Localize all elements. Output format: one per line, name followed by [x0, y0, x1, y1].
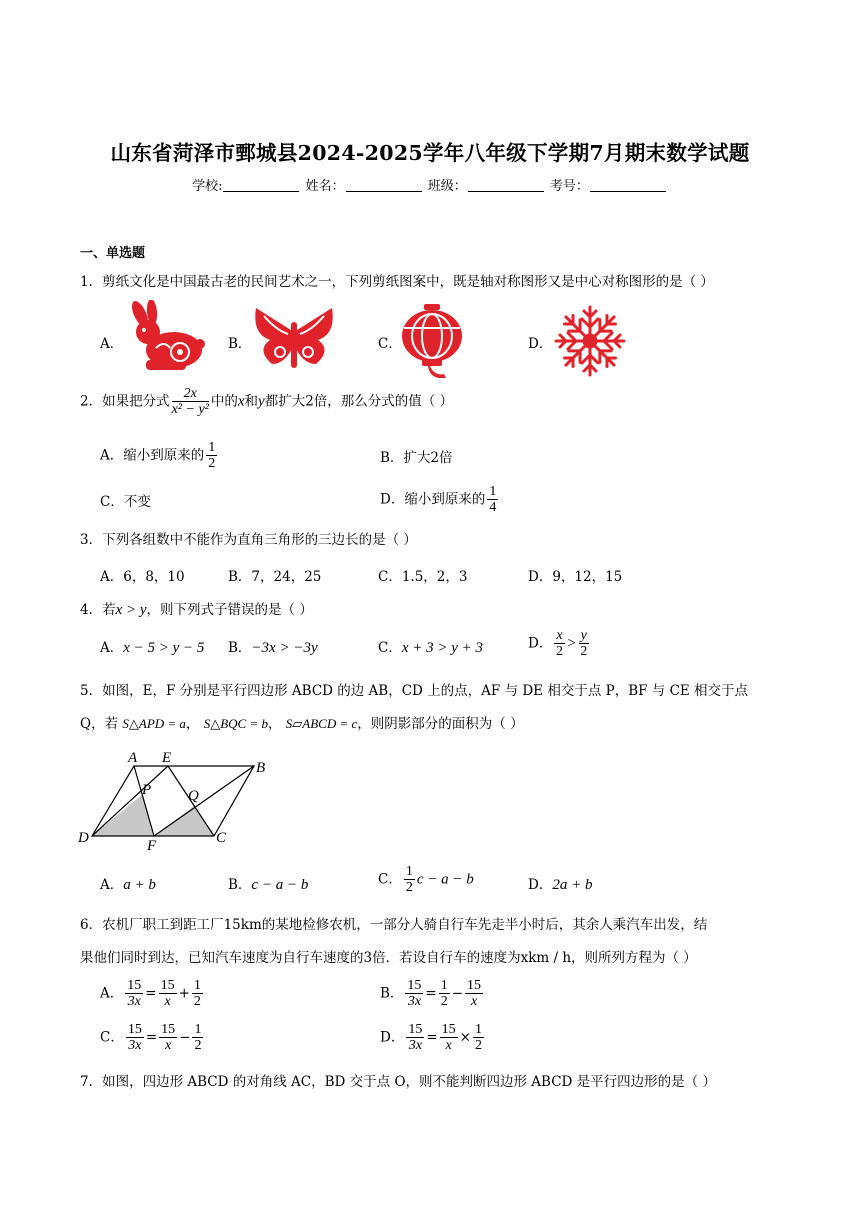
school-blank[interactable] — [223, 179, 299, 192]
q4-option-b: B．−3x > −3y — [228, 640, 318, 656]
q3-option-b: B．7，24，25 — [228, 569, 322, 585]
q5-line2: Q，若 S△APD = a， S△BQC = b， S▱ABCD = c，则阴影部分的面积为（ ） — [80, 716, 524, 732]
q2-option-b: B．扩大2倍 — [380, 450, 453, 466]
q2-option-c: C．不变 — [100, 494, 151, 510]
q6-line1: 6．农机厂职工到距工厂15km的某地检修农机，一部分人骑自行车先走半小时后，其余人乘汽车出发，结 — [80, 917, 708, 933]
q6-option-c: C． $\frac{15}{3x}$ = $\frac{15}{x}$ − $\frac{1}{2}$ — [100, 1022, 202, 1053]
label-c: C — [216, 830, 227, 846]
q5-parallelogram-figure — [76, 748, 266, 852]
q2-option-d: D．缩小到原来的 $\frac{1}{4}$ — [380, 484, 497, 515]
butterfly-icon — [252, 304, 336, 372]
label-d: D — [78, 830, 89, 846]
school-label: 学校: — [192, 179, 223, 194]
lantern-icon — [400, 302, 464, 378]
q7-stem: 7．如图，四边形 ABCD 的对角线 AC，BD 交于点 O，则不能判断四边形 ABCD 是平行四边形的是（ ） — [80, 1074, 716, 1090]
q1-option-a-label: A． — [100, 336, 124, 352]
exam-title: 山东省菏泽市鄄城县2024-2025学年八年级下学期7月期末数学试题 — [110, 141, 750, 165]
q2-frac-den: x² − y² — [171, 402, 209, 417]
q2-stem: 2．如果把分式 $\frac{2x}{\text{x² − y²}}$ 中的x和y都扩大2倍，那么分式的值（ ） — [80, 386, 454, 417]
name-label: 姓名： — [305, 179, 345, 194]
label-q: Q — [188, 788, 199, 804]
number-blank[interactable] — [590, 179, 666, 192]
q5-option-a: A．a + b — [100, 877, 156, 893]
label-e: E — [162, 750, 172, 766]
q5-option-c: C． $\frac{1}{2}$ c − a − b — [378, 864, 474, 895]
q2-option-a: A．缩小到原来的 $\frac{1}{2}$ — [100, 440, 216, 471]
q1-option-c-label: C． — [378, 336, 402, 352]
q1-option-b-label: B． — [228, 336, 252, 352]
q4-option-c: C．x + 3 > y + 3 — [378, 640, 484, 656]
class-label: 班级： — [427, 179, 467, 194]
q3-option-c: C．1.5，2，3 — [378, 569, 468, 585]
student-info-line — [0, 175, 860, 194]
q6-option-d: D． $\frac{15}{3x}$ = $\frac{15}{x}$ × $\frac{1}{2}$ — [380, 1022, 482, 1053]
q3-option-d: D．9，12，15 — [528, 569, 623, 585]
class-blank[interactable] — [468, 179, 544, 192]
q3-stem: 3．下列各组数中不能作为直角三角形的三边长的是（ ） — [80, 532, 417, 548]
label-f: F — [147, 838, 157, 852]
section-heading: 一、单选题 — [80, 246, 146, 261]
label-p: P — [142, 782, 152, 798]
q3-option-a: A．6，8，10 — [100, 569, 185, 585]
q6-option-a: A． $\frac{15}{3x}$ = $\frac{15}{x}$ + $\frac{1}{2}$ — [100, 978, 201, 1009]
shaded-triangle-fcq — [154, 806, 214, 836]
q5-line1: 5．如图，E，F 分别是平行四边形 ABCD 的边 AB，CD 上的点，AF 与 DE 相交于点 P，BF 与 CE 相交于点 — [80, 683, 749, 699]
shaded-triangle-dfp — [92, 794, 154, 836]
label-a: A — [128, 750, 138, 766]
q1-option-d-label: D． — [528, 336, 553, 352]
number-label: 考号： — [549, 179, 589, 194]
q2-frac-num: 2x — [172, 386, 209, 402]
q4-option-a: A．x − 5 > y − 5 — [100, 640, 205, 656]
rabbit-icon — [122, 300, 206, 376]
name-blank[interactable] — [346, 179, 422, 192]
label-b: B — [256, 760, 266, 776]
q6-line2: 果他们同时到达，已知汽车速度为自行车速度的3倍．若设自行车的速度为xkm / h，则所列方程为（ ） — [80, 950, 697, 966]
q5-option-d: D．2a + b — [528, 877, 593, 893]
q5-option-b: B．c − a − b — [228, 877, 309, 893]
q4-option-d: D． $\frac{x}{2}$ > $\frac{y}{2}$ — [528, 628, 588, 659]
snowflake-icon — [553, 304, 627, 378]
q6-option-b: B． $\frac{15}{3x}$ = $\frac{1}{2}$ − $\frac{15}{x}$ — [380, 978, 482, 1009]
q1-stem: 1．剪纸文化是中国最古老的民间艺术之一，下列剪纸图案中，既是轴对称图形又是中心对称图形的是（ ） — [80, 274, 714, 290]
q4-stem: 4．若x > y，则下列式子错误的是（ ） — [80, 602, 313, 618]
